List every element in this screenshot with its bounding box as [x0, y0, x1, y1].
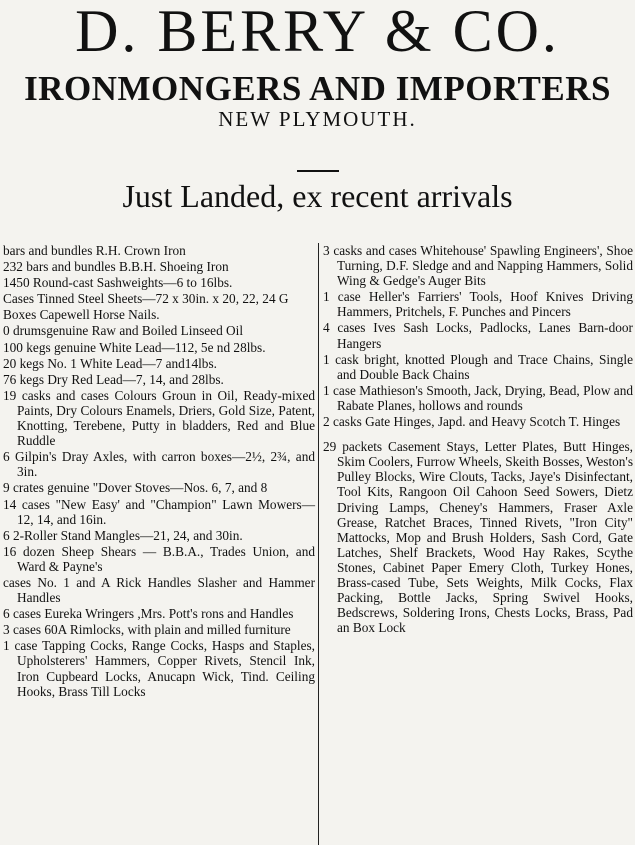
- right-entry: 1 cask bright, knotted Plough and Trace Chains, Single and Double Back Chains: [323, 351, 633, 382]
- left-entry: 76 kegs Dry Red Lead—7, 14, and 28lbs.: [3, 371, 224, 387]
- right-entry: 1 case Mathieson's Smooth, Jack, Drying, Bead, Plow and Rabate Planes, hollows and rounds: [323, 382, 633, 413]
- left-entry: 14 cases "New Easy' and "Champion" Lawn Mowers—12, 14, and 16in.: [3, 496, 315, 527]
- firm-name: D. BERRY & CO.: [75, 0, 560, 64]
- left-entry: 0 drumsgenuine Raw and Boiled Linseed Oil: [3, 323, 244, 339]
- right-entry: 3 casks and cases Whitehouse' Spawling Engineers', Shoe Turning, D.F. Sledge and and Napping Hammers, Solid Wing & Gedge's Auger Bits: [323, 243, 633, 289]
- trade-line: IRONMONGERS AND IMPORTERS: [24, 69, 611, 108]
- left-entry: 1 case Tapping Cocks, Range Cocks, Hasps and Staples, Upholsterers' Hammers, Copper Rivets, Stencil Ink, Iron Cupbeard Locks, Anucapn Wick, Tind. Ceiling Hooks, Brass Till Locks: [3, 638, 315, 699]
- listing-columns: [0, 243, 635, 845]
- left-entry: Boxes Capewell Horse Nails.: [3, 307, 160, 323]
- separator-rule: [297, 170, 339, 172]
- left-entry: bars and bundles R.H. Crown Iron: [3, 243, 186, 258]
- right-entry: 4 cases Ives Sash Locks, Padlocks, Lanes Barn-door Hangers: [323, 320, 633, 351]
- town-line: NEW PLYMOUTH.: [218, 107, 417, 131]
- left-entry: 20 kegs No. 1 White Lead—7 and14lbs.: [3, 355, 217, 371]
- left-entry: 9 crates genuine "Dover Stoves—Nos. 6, 7, and 8: [3, 480, 268, 496]
- left-entry: 6 cases Eureka Wringers ,Mrs. Pott's rons and Handles: [3, 606, 294, 622]
- right-entry: 2 casks Gate Hinges, Japd. and Heavy Scotch T. Hinges: [323, 414, 621, 430]
- left-entry: 1450 Round-cast Sashweights—6 to 16lbs.: [3, 275, 233, 291]
- headline: Just Landed, ex recent arrivals: [122, 178, 513, 214]
- left-entry: Cases Tinned Steel Sheets—72 x 30in. x 20, 22, 24 G: [3, 291, 289, 307]
- left-entry: 19 casks and cases Colours Groun in Oil, Ready-mixed Paints, Dry Colours Enamels, Driers, Gold Size, Patent, Knotting, Terebene, Putty in bladders, Red and Blue Ruddle: [3, 387, 315, 449]
- right-entry: 29 packets Casement Stays, Letter Plates, Butt Hinges, Skim Coolers, Furrow Wheels, Skeith Bosses, Weston's Pulley Blocks, Wire Clouts, Tacks, Jaye's Disinfectant, Tool Kits, Rangoon Oil Cahoon Seed Sowers, Dietz Driving Lamps, Cheney's Hammers, Fraser Axle Grease, Ratchet Braces, Tinned Rivets, "Iron City" Mattocks, Mop and Brush Holders, Sash Cord, Gate Latches, Shelf Brackets, Wood Hay Rakes, Scythe Stones, Cabinet Paper Emery Cloth, Turkey Hones, Brass-cased Tube, Sets Weights, Milk Cocks, Flax Packing, Bottle Jacks, Spring Swivel Hooks, Bedscrews, Soldering Irons, Chests Locks, Brass, Pad an Box Lock: [323, 439, 633, 636]
- left-entry: 16 dozen Sheep Shears — B.B.A., Trades Union, and Ward & Payne's: [3, 543, 315, 574]
- left-entry: 100 kegs genuine White Lead—112, 5e nd 28lbs.: [3, 339, 266, 355]
- left-entry: 232 bars and bundles B.B.H. Shoeing Iron: [3, 259, 229, 275]
- left-column: [3, 243, 315, 700]
- right-column: [323, 243, 633, 636]
- right-entry: 1 case Heller's Farriers' Tools, Hoof Knives Driving Hammers, Pritchels, F. Punches and Pincers: [323, 289, 633, 320]
- column-divider: [318, 243, 319, 845]
- left-entry: 6 2-Roller Stand Mangles—21, 24, and 30in.: [3, 527, 243, 543]
- left-entry: cases No. 1 and A Rick Handles Slasher and Hammer Handles: [3, 574, 315, 606]
- left-entry: 3 cases 60A Rimlocks, with plain and milled furniture: [3, 622, 291, 638]
- left-entry: 6 Gilpin's Dray Axles, with carron boxes—2½, 2¾, and 3in.: [3, 449, 315, 480]
- masthead: [0, 0, 635, 214]
